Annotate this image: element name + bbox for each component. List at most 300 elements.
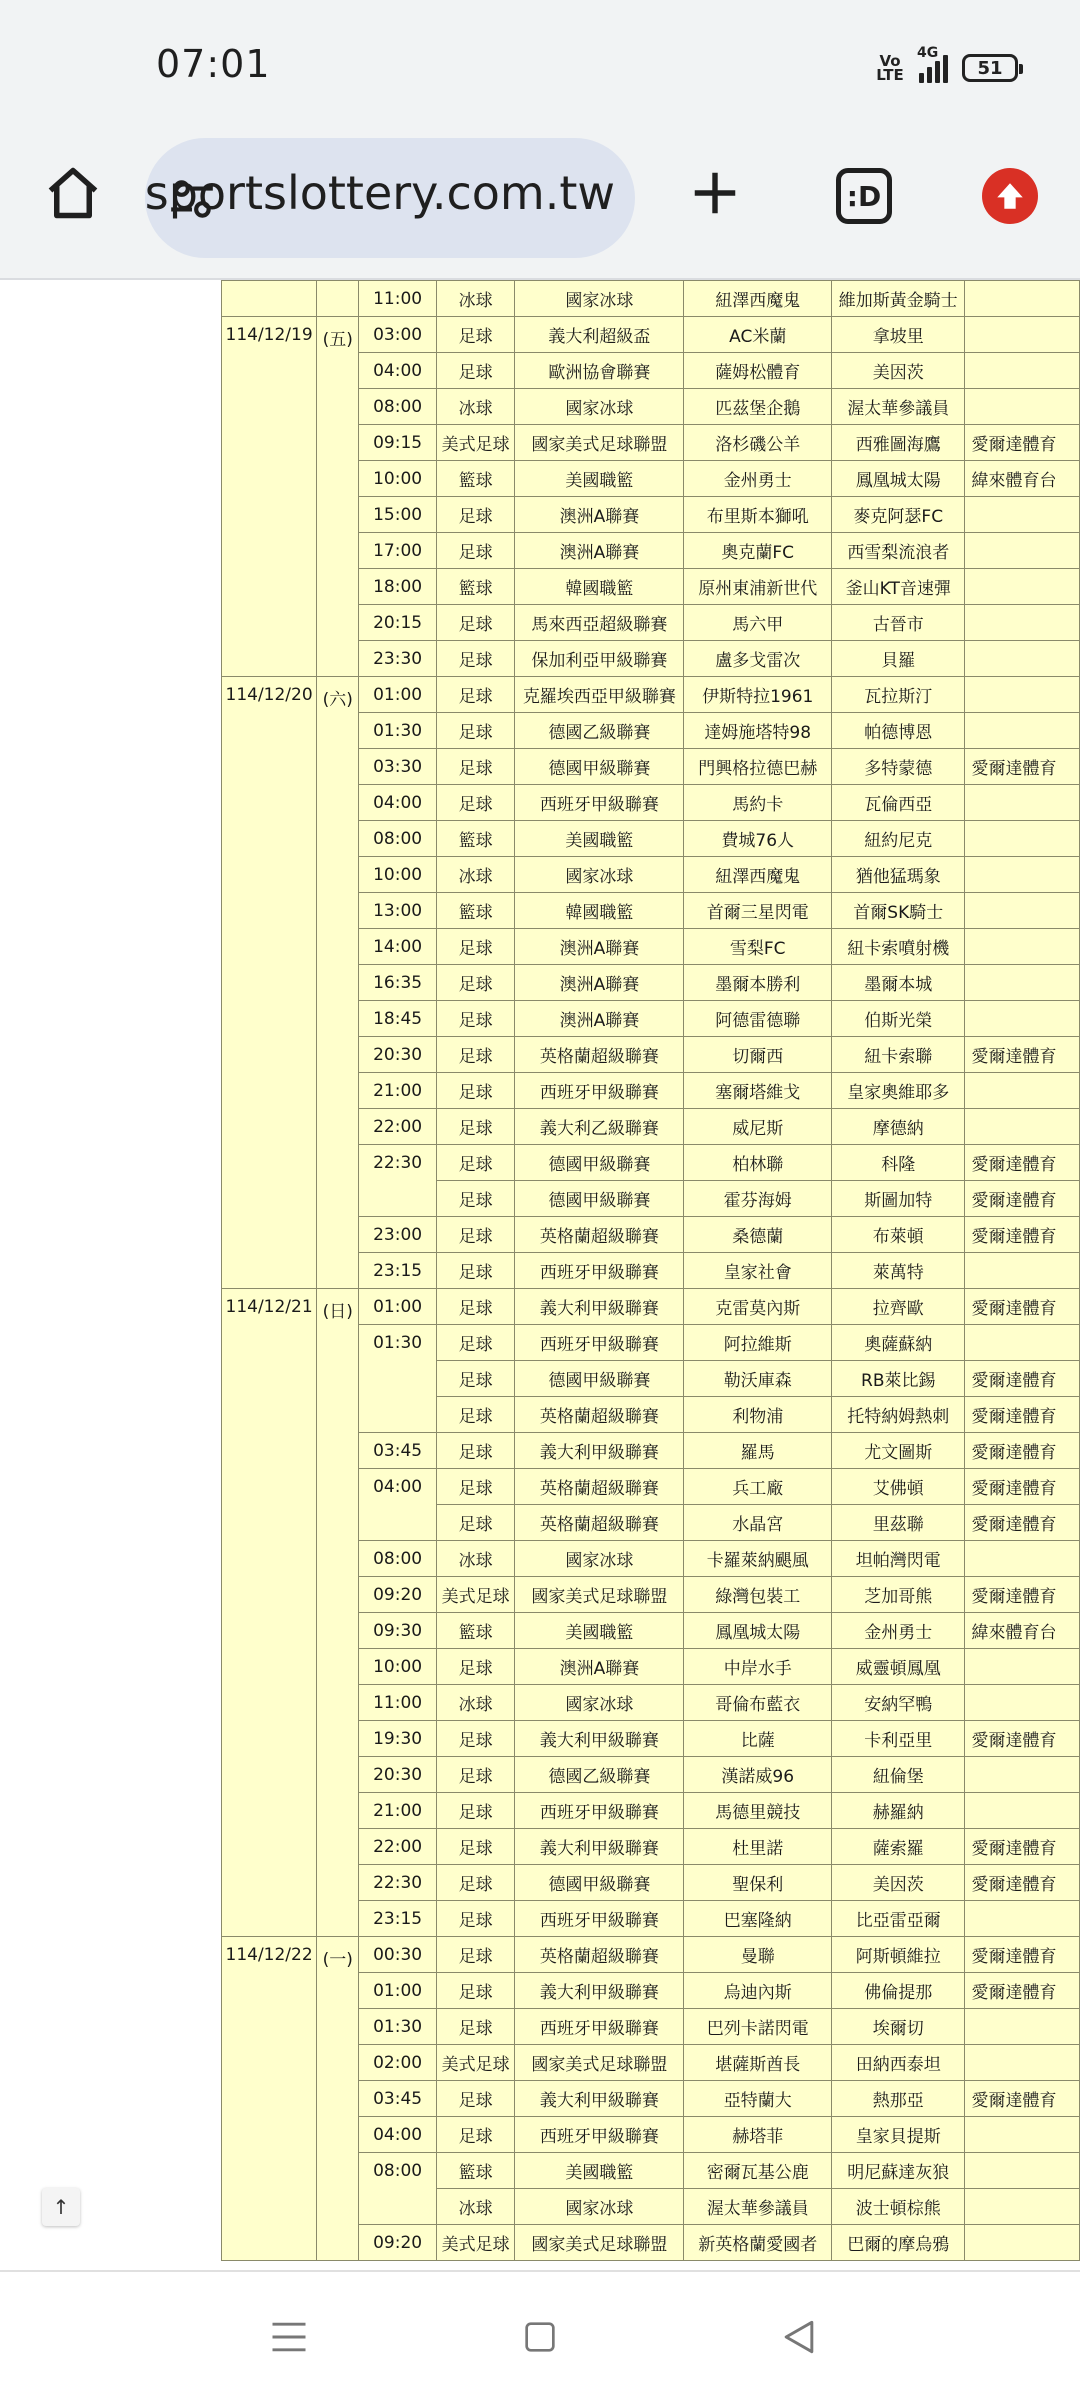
tv-channel-cell: [965, 893, 1080, 929]
time-cell: 22:30: [359, 1145, 437, 1217]
time-cell: 14:00: [359, 929, 437, 965]
time-cell: 08:00: [359, 1541, 437, 1577]
time-cell: 20:15: [359, 605, 437, 641]
sport-cell: 冰球: [436, 281, 515, 317]
home-team-cell: 金州勇士: [684, 461, 832, 497]
tv-channel-cell: [965, 569, 1080, 605]
tv-channel-cell: [965, 965, 1080, 1001]
tv-channel-cell: [965, 497, 1080, 533]
sport-cell: 足球: [436, 1901, 515, 1937]
home-team-cell: 紐澤西魔鬼: [684, 281, 832, 317]
home-team-cell: 新英格蘭愛國者: [684, 2225, 832, 2261]
time-cell: 01:00: [359, 1973, 437, 2009]
league-cell: 西班牙甲級聯賽: [515, 2009, 684, 2045]
sport-cell: 冰球: [436, 1685, 515, 1721]
home-team-cell: 切爾西: [684, 1037, 832, 1073]
league-cell: 德國甲級聯賽: [515, 1145, 684, 1181]
away-team-cell: 萊萬特: [832, 1253, 965, 1289]
league-cell: 義大利甲級聯賽: [515, 1721, 684, 1757]
away-team-cell: 西雅圖海鷹: [832, 425, 965, 461]
sport-cell: 足球: [436, 1829, 515, 1865]
home-team-cell: 紐澤西魔鬼: [684, 857, 832, 893]
time-cell: 02:00: [359, 2045, 437, 2081]
home-team-cell: 威尼斯: [684, 1109, 832, 1145]
league-cell: 西班牙甲級聯賽: [515, 1901, 684, 1937]
away-team-cell: 威靈頓鳳凰: [832, 1649, 965, 1685]
home-team-cell: 皇家社會: [684, 1253, 832, 1289]
browser-toolbar: [0, 130, 1080, 280]
time-cell: 08:00: [359, 389, 437, 425]
time-cell: 23:30: [359, 641, 437, 677]
home-team-cell: 杜里諾: [684, 1829, 832, 1865]
league-cell: 德國甲級聯賽: [515, 1865, 684, 1901]
league-cell: 國家冰球: [515, 1541, 684, 1577]
tv-channel-cell: 愛爾達體育: [965, 1433, 1080, 1469]
league-cell: 義大利甲級聯賽: [515, 1433, 684, 1469]
time-cell: 04:00: [359, 785, 437, 821]
weekday-cell: (五): [317, 317, 359, 677]
arrow-up-icon: [993, 179, 1027, 213]
plus-icon: [688, 166, 742, 220]
time-cell: 10:00: [359, 1649, 437, 1685]
league-cell: 國家美式足球聯盟: [515, 1577, 684, 1613]
home-team-cell: 阿德雷德聯: [684, 1001, 832, 1037]
time-cell: 08:00: [359, 821, 437, 857]
signal-icon: [917, 45, 948, 83]
date-cell: 114/12/19: [222, 317, 317, 677]
home-team-cell: 原州東浦新世代: [684, 569, 832, 605]
away-team-cell: 熱那亞: [832, 2081, 965, 2117]
weekday-cell: (一): [317, 1937, 359, 2261]
league-cell: 國家美式足球聯盟: [515, 2225, 684, 2261]
sport-cell: 足球: [436, 1109, 515, 1145]
sport-cell: 籃球: [436, 569, 515, 605]
league-cell: 國家冰球: [515, 389, 684, 425]
league-cell: 國家冰球: [515, 2189, 684, 2225]
away-team-cell: 芝加哥熊: [832, 1577, 965, 1613]
weekday-cell: (六): [317, 677, 359, 1289]
tv-channel-cell: [965, 1685, 1080, 1721]
time-cell: 03:30: [359, 749, 437, 785]
home-button[interactable]: [38, 158, 108, 228]
sport-cell: 足球: [436, 1865, 515, 1901]
home-team-cell: 阿拉維斯: [684, 1325, 832, 1361]
tv-channel-cell: [965, 713, 1080, 749]
tv-channel-cell: [965, 641, 1080, 677]
home-team-cell: 門興格拉德巴赫: [684, 749, 832, 785]
sport-cell: 足球: [436, 1973, 515, 2009]
sport-cell: 足球: [436, 1253, 515, 1289]
time-cell: 09:20: [359, 1577, 437, 1613]
tv-channel-cell: [965, 353, 1080, 389]
away-team-cell: 科隆: [832, 1145, 965, 1181]
home-team-cell: 赫塔菲: [684, 2117, 832, 2153]
time-cell: 16:35: [359, 965, 437, 1001]
away-team-cell: 艾佛頓: [832, 1469, 965, 1505]
tv-channel-cell: [965, 1793, 1080, 1829]
league-cell: 國家冰球: [515, 281, 684, 317]
tv-channel-cell: 愛爾達體育: [965, 1361, 1080, 1397]
status-icons: [875, 45, 1018, 88]
tv-channel-cell: [965, 1541, 1080, 1577]
table-row: [222, 677, 1080, 713]
league-cell: 義大利超級盃: [515, 317, 684, 353]
tv-channel-cell: 愛爾達體育: [965, 1217, 1080, 1253]
home-team-cell: 盧多戈雷次: [684, 641, 832, 677]
time-cell: 17:00: [359, 533, 437, 569]
tv-channel-cell: [965, 2153, 1080, 2189]
league-cell: 澳洲A聯賽: [515, 497, 684, 533]
home-team-cell: 鳳凰城太陽: [684, 1613, 832, 1649]
time-cell: 04:00: [359, 2117, 437, 2153]
league-cell: 英格蘭超級聯賽: [515, 1397, 684, 1433]
menu-icon: [267, 2315, 311, 2359]
away-team-cell: RB萊比錫: [832, 1361, 965, 1397]
league-cell: 澳洲A聯賽: [515, 929, 684, 965]
away-team-cell: 多特蒙德: [832, 749, 965, 785]
time-cell: 08:00: [359, 2153, 437, 2225]
time-cell: 21:00: [359, 1073, 437, 1109]
time-cell: 19:30: [359, 1721, 437, 1757]
tv-channel-cell: 緯來體育台: [965, 1613, 1080, 1649]
away-team-cell: 紐倫堡: [832, 1757, 965, 1793]
sport-cell: 足球: [436, 1505, 515, 1541]
time-cell: 15:00: [359, 497, 437, 533]
time-cell: 01:00: [359, 1289, 437, 1325]
tv-channel-cell: [965, 2045, 1080, 2081]
home-team-cell: 塞爾塔維戈: [684, 1073, 832, 1109]
tv-channel-cell: [965, 677, 1080, 713]
tv-channel-cell: [965, 785, 1080, 821]
league-cell: 英格蘭超級聯賽: [515, 1037, 684, 1073]
tv-channel-cell: [965, 857, 1080, 893]
sport-cell: 足球: [436, 533, 515, 569]
league-cell: 義大利甲級聯賽: [515, 1973, 684, 2009]
sport-cell: 冰球: [436, 389, 515, 425]
tv-channel-cell: 愛爾達體育: [965, 1181, 1080, 1217]
league-cell: 馬來西亞超級聯賽: [515, 605, 684, 641]
sport-cell: 足球: [436, 1937, 515, 1973]
table-row: [222, 281, 1080, 317]
sport-cell: 冰球: [436, 857, 515, 893]
league-cell: 澳洲A聯賽: [515, 533, 684, 569]
time-cell: 21:00: [359, 1793, 437, 1829]
home-team-cell: 聖保利: [684, 1865, 832, 1901]
sport-cell: 美式足球: [436, 1577, 515, 1613]
league-cell: 國家美式足球聯盟: [515, 425, 684, 461]
home-team-cell: 馬六甲: [684, 605, 832, 641]
home-team-cell: AC米蘭: [684, 317, 832, 353]
page-content[interactable]: [0, 280, 1080, 2270]
home-team-cell: 馬德里競技: [684, 1793, 832, 1829]
tv-channel-cell: 愛爾達體育: [965, 1289, 1080, 1325]
sport-cell: 冰球: [436, 1541, 515, 1577]
tv-channel-cell: [965, 1253, 1080, 1289]
league-cell: 德國甲級聯賽: [515, 749, 684, 785]
home-team-cell: 雪梨FC: [684, 929, 832, 965]
league-cell: 德國甲級聯賽: [515, 1181, 684, 1217]
away-team-cell: 古晉市: [832, 605, 965, 641]
tv-channel-cell: 愛爾達體育: [965, 1865, 1080, 1901]
league-cell: 歐洲協會聯賽: [515, 353, 684, 389]
away-team-cell: 維加斯黃金騎士: [832, 281, 965, 317]
sport-cell: 足球: [436, 317, 515, 353]
league-cell: 澳洲A聯賽: [515, 1649, 684, 1685]
league-cell: 美國職籃: [515, 461, 684, 497]
league-cell: 義大利甲級聯賽: [515, 1289, 684, 1325]
sport-cell: 足球: [436, 1217, 515, 1253]
time-cell: 20:30: [359, 1037, 437, 1073]
league-cell: 德國乙級聯賽: [515, 713, 684, 749]
home-team-cell: 渥太華參議員: [684, 2189, 832, 2225]
home-team-cell: 曼聯: [684, 1937, 832, 1973]
home-team-cell: 綠灣包裝工: [684, 1577, 832, 1613]
time-cell: 13:00: [359, 893, 437, 929]
sport-cell: 冰球: [436, 2189, 515, 2225]
league-cell: 德國甲級聯賽: [515, 1361, 684, 1397]
home-team-cell: 巴塞隆納: [684, 1901, 832, 1937]
sport-cell: 足球: [436, 1649, 515, 1685]
league-cell: 西班牙甲級聯賽: [515, 1793, 684, 1829]
tv-channel-cell: [965, 1901, 1080, 1937]
league-cell: 韓國職籃: [515, 893, 684, 929]
status-time: 07:01: [156, 42, 271, 86]
home-team-cell: 羅馬: [684, 1433, 832, 1469]
away-team-cell: 比亞雷亞爾: [832, 1901, 965, 1937]
tv-channel-cell: [965, 533, 1080, 569]
home-team-cell: 洛杉磯公羊: [684, 425, 832, 461]
league-cell: 國家冰球: [515, 857, 684, 893]
sport-cell: 足球: [436, 1289, 515, 1325]
sport-cell: 美式足球: [436, 2225, 515, 2261]
table-row: [222, 1937, 1080, 1973]
back-nav-button[interactable]: [766, 2304, 832, 2370]
league-cell: 西班牙甲級聯賽: [515, 1073, 684, 1109]
sport-cell: 籃球: [436, 893, 515, 929]
sport-cell: 籃球: [436, 821, 515, 857]
league-cell: 義大利甲級聯賽: [515, 2081, 684, 2117]
home-team-cell: 比薩: [684, 1721, 832, 1757]
home-team-cell: 哥倫布藍衣: [684, 1685, 832, 1721]
home-team-cell: 馬約卡: [684, 785, 832, 821]
home-team-cell: 克雷莫內斯: [684, 1289, 832, 1325]
sport-cell: 足球: [436, 1469, 515, 1505]
menu-nav-button[interactable]: [256, 2304, 322, 2370]
home-team-cell: 漢諾威96: [684, 1757, 832, 1793]
away-team-cell: 墨爾本城: [832, 965, 965, 1001]
tv-channel-cell: [965, 2189, 1080, 2225]
away-team-cell: 瓦倫西亞: [832, 785, 965, 821]
time-cell: 11:00: [359, 1685, 437, 1721]
time-cell: 23:15: [359, 1253, 437, 1289]
sport-cell: 足球: [436, 2117, 515, 2153]
league-cell: 西班牙甲級聯賽: [515, 2117, 684, 2153]
sport-cell: 足球: [436, 1757, 515, 1793]
network-type: 4G: [917, 45, 939, 61]
away-team-cell: 埃爾切: [832, 2009, 965, 2045]
sport-cell: 足球: [436, 497, 515, 533]
system-nav-bar: [0, 2270, 1080, 2400]
away-team-cell: 拿坡里: [832, 317, 965, 353]
away-team-cell: 布萊頓: [832, 1217, 965, 1253]
league-cell: 韓國職籃: [515, 569, 684, 605]
tv-channel-cell: [965, 2225, 1080, 2261]
tv-channel-cell: 愛爾達體育: [965, 1973, 1080, 2009]
sport-cell: 足球: [436, 605, 515, 641]
sport-cell: 足球: [436, 1037, 515, 1073]
league-cell: 英格蘭超級聯賽: [515, 1469, 684, 1505]
league-cell: 義大利甲級聯賽: [515, 1829, 684, 1865]
weekday-cell: (日): [317, 1289, 359, 1937]
sport-cell: 足球: [436, 2009, 515, 2045]
back-to-top-button[interactable]: ↑: [42, 2188, 80, 2226]
away-team-cell: 帕德博恩: [832, 713, 965, 749]
sport-cell: 美式足球: [436, 425, 515, 461]
away-team-cell: 紐約尼克: [832, 821, 965, 857]
url-text[interactable]: sportslottery.com.tw: [144, 166, 615, 220]
away-team-cell: 麥克阿瑟FC: [832, 497, 965, 533]
status-bar: [0, 0, 1080, 130]
home-team-cell: 達姆施塔特98: [684, 713, 832, 749]
away-team-cell: 托特納姆熱刺: [832, 1397, 965, 1433]
sport-cell: 足球: [436, 1001, 515, 1037]
tv-channel-cell: [965, 1649, 1080, 1685]
update-button[interactable]: [982, 168, 1038, 224]
sport-cell: 足球: [436, 677, 515, 713]
away-team-cell: 釜山KT音速彈: [832, 569, 965, 605]
time-cell: 01:00: [359, 677, 437, 713]
sport-cell: 足球: [436, 1793, 515, 1829]
schedule-table: [221, 280, 1080, 2261]
away-team-cell: 田納西泰坦: [832, 2045, 965, 2081]
sport-cell: 籃球: [436, 461, 515, 497]
tv-channel-cell: [965, 1757, 1080, 1793]
home-team-cell: 伊斯特拉1961: [684, 677, 832, 713]
volte-icon: Vo LTE: [876, 52, 904, 84]
time-cell: 03:00: [359, 317, 437, 353]
time-cell: 04:00: [359, 1469, 437, 1541]
time-cell: 09:15: [359, 425, 437, 461]
time-cell: 18:00: [359, 569, 437, 605]
sport-cell: 足球: [436, 1721, 515, 1757]
sport-cell: 足球: [436, 749, 515, 785]
away-team-cell: 皇家奧維耶多: [832, 1073, 965, 1109]
time-cell: 10:00: [359, 857, 437, 893]
time-cell: 20:30: [359, 1757, 437, 1793]
time-cell: 10:00: [359, 461, 437, 497]
away-team-cell: 紐卡索聯: [832, 1037, 965, 1073]
tv-channel-cell: [965, 1073, 1080, 1109]
url-bar[interactable]: [145, 138, 635, 258]
tv-channel-cell: 愛爾達體育: [965, 1937, 1080, 1973]
tv-channel-cell: 緯來體育台: [965, 461, 1080, 497]
home-team-cell: 布里斯本獅吼: [684, 497, 832, 533]
date-cell: [222, 281, 317, 317]
time-cell: 23:15: [359, 1901, 437, 1937]
home-team-cell: 桑德蘭: [684, 1217, 832, 1253]
time-cell: 11:00: [359, 281, 437, 317]
tv-channel-cell: [965, 2009, 1080, 2045]
back-triangle-icon: [777, 2315, 821, 2359]
sport-cell: 足球: [436, 785, 515, 821]
tv-channel-cell: 愛爾達體育: [965, 1721, 1080, 1757]
league-cell: 國家美式足球聯盟: [515, 2045, 684, 2081]
time-cell: 23:00: [359, 1217, 437, 1253]
time-cell: 03:45: [359, 1433, 437, 1469]
time-cell: 22:00: [359, 1829, 437, 1865]
away-team-cell: 美因茨: [832, 353, 965, 389]
tv-channel-cell: [965, 929, 1080, 965]
tv-channel-cell: 愛爾達體育: [965, 1145, 1080, 1181]
league-cell: 澳洲A聯賽: [515, 1001, 684, 1037]
home-team-cell: 柏林聯: [684, 1145, 832, 1181]
away-team-cell: 猶他猛瑪象: [832, 857, 965, 893]
time-cell: 09:20: [359, 2225, 437, 2261]
away-team-cell: 明尼蘇達灰狼: [832, 2153, 965, 2189]
home-icon: [43, 163, 103, 223]
home-team-cell: 匹茲堡企鵝: [684, 389, 832, 425]
home-team-cell: 首爾三星閃電: [684, 893, 832, 929]
away-team-cell: 阿斯頓維拉: [832, 1937, 965, 1973]
away-team-cell: 渥太華參議員: [832, 389, 965, 425]
tab-switcher-button[interactable]: :D: [836, 168, 892, 224]
square-icon: [520, 2317, 560, 2357]
away-team-cell: 斯圖加特: [832, 1181, 965, 1217]
away-team-cell: 皇家貝提斯: [832, 2117, 965, 2153]
home-team-cell: 卡羅萊納颶風: [684, 1541, 832, 1577]
new-tab-button[interactable]: [680, 158, 750, 228]
home-team-cell: 薩姆松體育: [684, 353, 832, 389]
home-team-cell: 巴列卡諾閃電: [684, 2009, 832, 2045]
away-team-cell: 伯斯光榮: [832, 1001, 965, 1037]
away-team-cell: 首爾SK騎士: [832, 893, 965, 929]
tv-channel-cell: [965, 317, 1080, 353]
league-cell: 德國乙級聯賽: [515, 1757, 684, 1793]
sport-cell: 足球: [436, 1181, 515, 1217]
away-team-cell: 安納罕鴨: [832, 1685, 965, 1721]
away-team-cell: 西雪梨流浪者: [832, 533, 965, 569]
away-team-cell: 摩德納: [832, 1109, 965, 1145]
date-cell: 114/12/20: [222, 677, 317, 1289]
home-team-cell: 烏迪內斯: [684, 1973, 832, 2009]
away-team-cell: 波士頓棕熊: [832, 2189, 965, 2225]
time-cell: 03:45: [359, 2081, 437, 2117]
home-team-cell: 水晶宮: [684, 1505, 832, 1541]
away-team-cell: 美因茨: [832, 1865, 965, 1901]
table-row: [222, 1289, 1080, 1325]
league-cell: 西班牙甲級聯賽: [515, 1253, 684, 1289]
battery-level: 51: [977, 57, 1003, 79]
away-team-cell: 里茲聯: [832, 1505, 965, 1541]
tv-channel-cell: [965, 389, 1080, 425]
league-cell: 義大利乙級聯賽: [515, 1109, 684, 1145]
home-team-cell: 勒沃庫森: [684, 1361, 832, 1397]
league-cell: 英格蘭超級聯賽: [515, 1217, 684, 1253]
away-team-cell: 佛倫提那: [832, 1973, 965, 2009]
time-cell: 09:30: [359, 1613, 437, 1649]
sport-cell: 足球: [436, 641, 515, 677]
away-team-cell: 紐卡索噴射機: [832, 929, 965, 965]
tv-channel-cell: [965, 1325, 1080, 1361]
home-team-cell: 費城76人: [684, 821, 832, 857]
league-cell: 英格蘭超級聯賽: [515, 1505, 684, 1541]
home-nav-button[interactable]: [507, 2304, 573, 2370]
tv-channel-cell: [965, 1109, 1080, 1145]
away-team-cell: 坦帕灣閃電: [832, 1541, 965, 1577]
tv-channel-cell: 愛爾達體育: [965, 1505, 1080, 1541]
tv-channel-cell: [965, 1001, 1080, 1037]
away-team-cell: 巴爾的摩烏鴉: [832, 2225, 965, 2261]
